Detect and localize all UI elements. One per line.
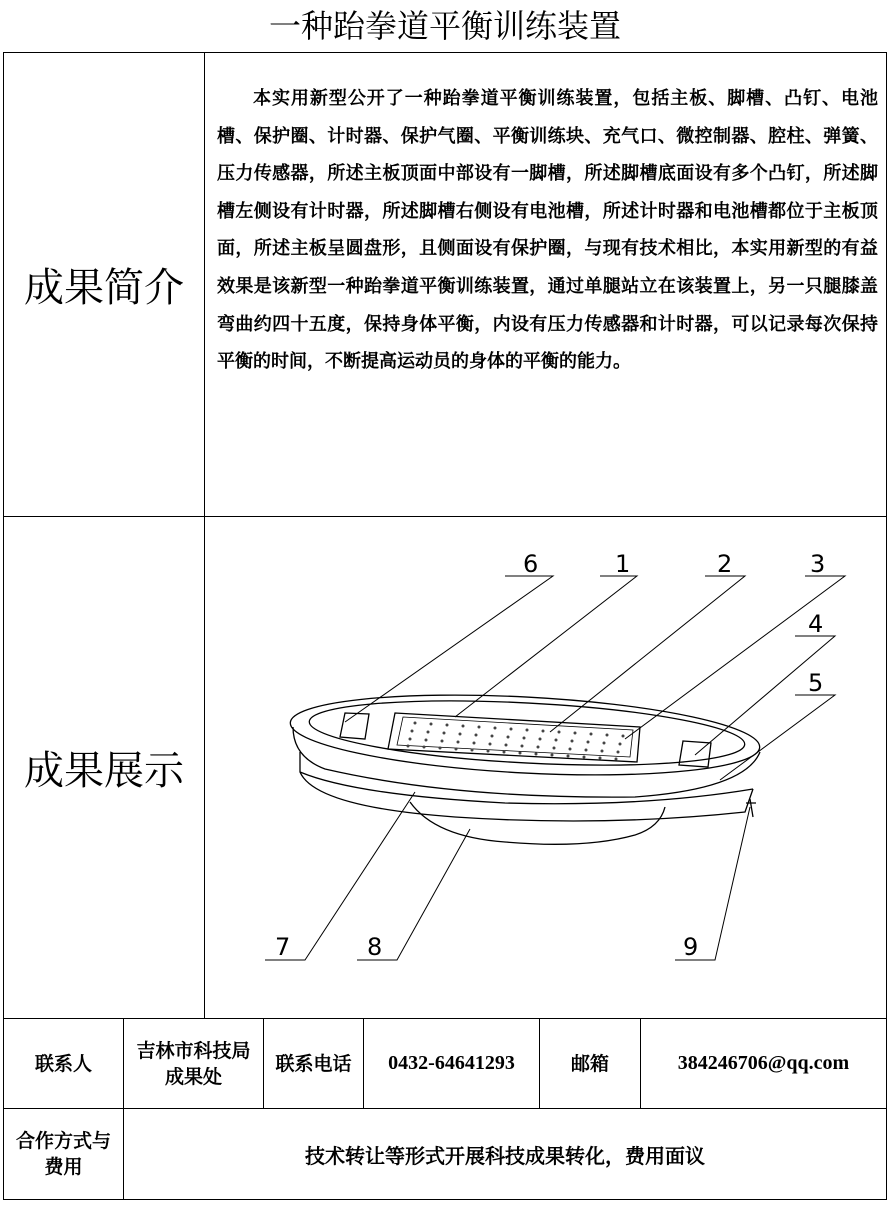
contact-email-label: 邮箱 [539, 1018, 641, 1109]
callout-6: 6 [523, 550, 539, 578]
callout-4: 4 [808, 610, 824, 638]
cooperation-value: 技术转让等形式开展科技成果转化，费用面议 [123, 1108, 887, 1200]
contact-phone-label: 联系电话 [263, 1018, 364, 1109]
timer-shape [340, 713, 369, 739]
callout-3: 3 [810, 550, 826, 578]
contact-phone-value: 0432-64641293 [363, 1018, 540, 1109]
callout-1: 1 [615, 550, 631, 578]
showcase-row [3, 516, 887, 1019]
callout-9: 9 [683, 933, 699, 961]
contact-person-label: 联系人 [3, 1018, 124, 1109]
document-title: 一种跆拳道平衡训练装置 [268, 7, 621, 45]
device-diagram [205, 517, 885, 1017]
intro-text: 本实用新型公开了一种跆拳道平衡训练装置，包括主板、脚槽、凸钉、电池槽、保护圈、计时器、保护气圈、平衡训练块、充气口、微控制器、腔柱、弹簧、压力传感器，所述主板顶面中部设有一脚槽，所述脚槽底面设有多个凸钉，所述脚槽左侧设有计时器，所述脚槽右侧设有电池槽，所述计时器和电池槽都位于主板顶面，所述主板呈圆盘形，且侧面设有保护圈，与现有技术相比，本实用新型的有益效果是该新型一种跆拳道平衡训练装置，通过单腿站立在该装置上，另一只腿膝盖弯曲约四十五度，保持身体平衡，内设有压力传感器和计时器，可以记录每次保持平衡的时间，不断提高运动员的身体的平衡的能力。 [204, 52, 887, 517]
inflation-valve-shape [746, 799, 756, 817]
contact-email-value: 384246706@qq.com [640, 1018, 887, 1109]
contact-person-value: 吉林市科技局成果处 [123, 1018, 264, 1109]
contact-row [3, 1018, 887, 1109]
main-board-shape [288, 685, 761, 785]
showcase-label: 成果展示 [3, 516, 205, 1019]
callout-2: 2 [717, 550, 733, 578]
callout-7: 7 [275, 933, 291, 961]
intro-label: 成果简介 [3, 52, 205, 517]
intro-row [3, 52, 887, 517]
cooperation-row [3, 1108, 887, 1200]
balance-block-shape [410, 802, 665, 844]
device-diagram-cell [204, 516, 887, 1019]
cooperation-label: 合作方式与费用 [3, 1108, 124, 1200]
callout-5: 5 [808, 669, 824, 697]
callout-8: 8 [367, 933, 383, 961]
